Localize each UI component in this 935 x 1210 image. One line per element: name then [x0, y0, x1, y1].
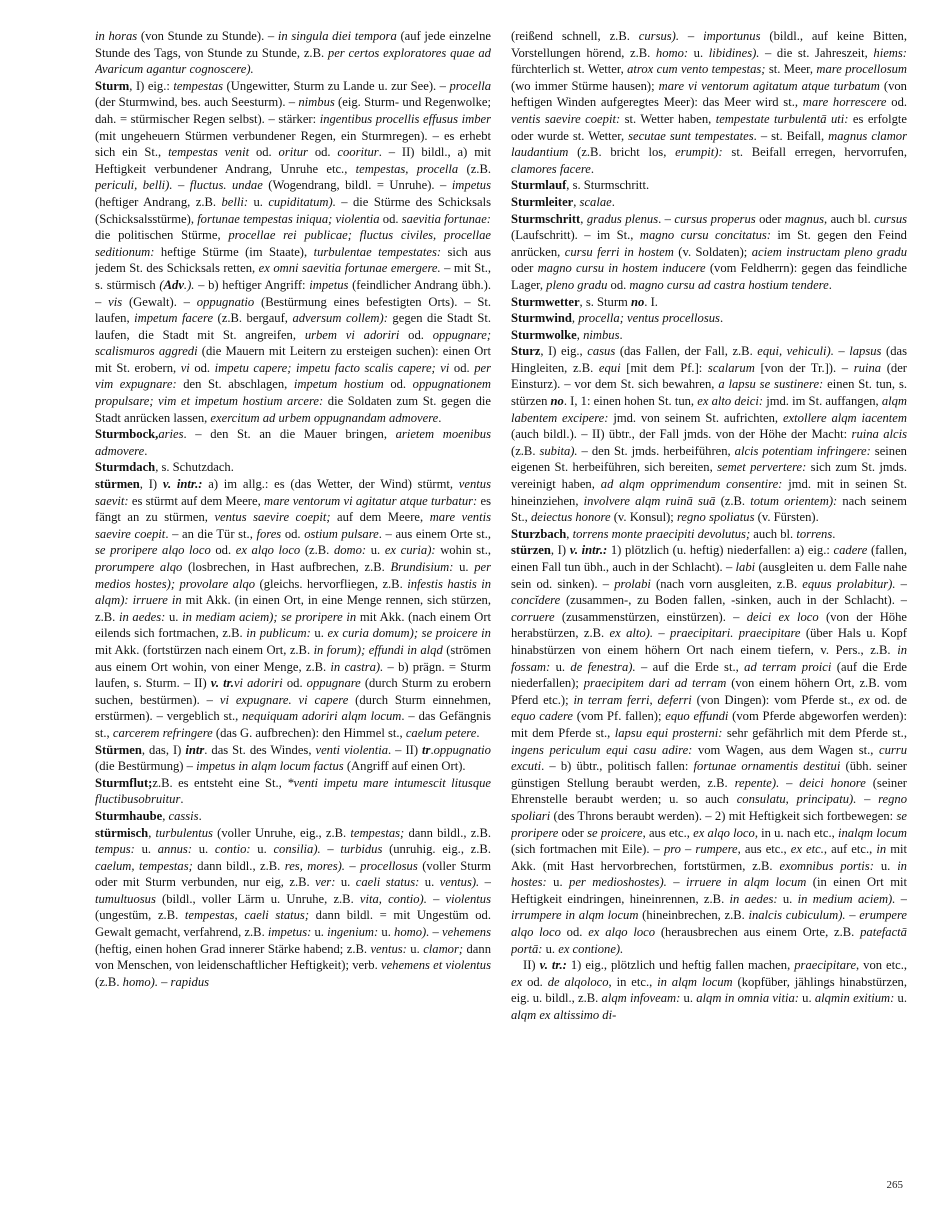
entry-sturm: Sturm, I) eig.: tempestas (Ungewitter, Sturm zu Lande u. zur See). – procella (der Sturmwind, bes. auch Seesturm). – nimbus (eig. Sturm- und Regenwolke; dah. = stürmischer Regen selbst). – stärker: ingentibus procellis effusus imber (mit ungeheuern Stürmen verbundener Regen, ein Sturmregen). – es erhebt sich ein St., tempestas venit od. oritur od. cooritur. – II) bildl., a) mit Heftigkeit verbundener Andrang, Unruhe etc., tempestas, procella (z.B. periculi, belli). – fluctus. undae (Wogendrang, bildl. = Unruhe). – impetus (heftiger Andrang, z.B. belli: u. cupiditatum). – die Stürme des Schicksals (Schicksalsstürme), fortunae tempestas iniqua; violentia od. saevitia fortunae: die politischen Stürme, procellae rei publicae; fluctus civiles, procellae seditionum: heftige Stürme (im Staate), turbulentae tempestates: sich aus jedem St. des Schicksals retten, ex omni saevitia fortunae emergere. – mit St., s. stürmisch (Adv.). – b) heftiger Angriff: impetus (feindlicher Andrang übh.). – vis (Gewalt). – oppugnatio (Bestürmung eines befestigten Orts). – St. laufen, impetum facere (z.B. bergauf, adversum collem): gegen die Stadt St. laufen, die Stadt mit St. angreifen, urbem vi adoriri od. oppugnare; scalismuros aggredi (die Mauern mit Leitern zu ersteigen suchen): einen Ort mit St. erobern, vi od. impetu capere; impetu facto scalis capere; vi od. per vim expugnare: den St. abschlagen, impetum hostium od. oppugnationem propulsare; vim et impetum hostium arcere: die Soldaten zum St. gegen die Stadt anrücken lassen, exercitum ad urbem oppugnandam admovere.: [95, 78, 491, 425]
page-number: 265: [886, 1179, 903, 1191]
right-column: [511, 28, 907, 1188]
entry-sturmlauf: Sturmlauf, s. Sturmschritt.: [511, 178, 650, 193]
entry-sturmdach: Sturmdach, s. Schutzdach.: [95, 460, 234, 475]
entry-sturmhaube: Sturmhaube, cassis.: [95, 808, 202, 823]
entry-sturz: Sturz, I) eig., casus (das Fallen, der Fall, z.B. equi, vehiculi). – lapsus (das Hingleiten, z.B. equi [mit dem Pf.]: scalarum [von der Tr.]). – ruina (der Einsturz). – vor dem St. sich bewahren, a lapsu se sustinere: einen St. tun, s. stürzen no. I, 1: einen hohen St. tun, ex alto deici: jmd. im St. auffangen, alqm labentem excipere: jmd. von seinem St. aufrichten, extollere alqm iacentem (auch bildl.). – II) übtr., der Fall jmds. von der Höhe der Macht: ruina alcis (z.B. subita). – den St. jmds. herbeiführen, alcis potentiam infringere: seinen eigenen St. herbeiführen, sich bereiten, semet pervertere: sich zum St. jmds. vereinigt haben, ad alqm opprimendum consentire: jmd. mit in seinen St. hineinziehen, involvere alqm ruinā suā (z.B. totum orientem): nach seinem St., deiectus honore (v. Konsul); regno spoliatus (v. Fürsten).: [511, 344, 907, 525]
entry-stuerzen: stürzen, I) v. intr.: 1) plötzlich (u. heftig) niederfallen: a) eig.: cadere (fallen, einen Fall tun übh., auch in der Schlacht). – labi (ausgleiten u. dem Falle nahe sein od. sinken). – prolabi (nach vorn ausgleiten, z.B. equus prolabitur). – concĭdere (zusammen-, zu Boden fallen, -sinken, auch in der Schlacht). – corruere (zusammenstürzen, einstürzen). – deici ex loco (von der Höhe herabstürzen, z.B. ex alto). – praecipitari. praecipitare (über Hals u. Kopf hinabstürzen von einem höhern Ort nach einem tiefern, v. Pers., z.B. in fossam: u. de fenestra). – auf die Erde st., ad terram proici (auf die Erde niederfallen); praecipitem dari ad terram (von einem höhern Ort, z.B. vom Pferd etc.); in terram ferri, deferri (von Dingen): vom Pferde st., ex od. de equo cadere (vom Pf. fallen); equo effundi (vom Pferde abgeworfen werden): mit dem Pferde st., lapsu equi prosterni: sehr gefährlich mit dem Pferde st., ingens periculum equi casu adire: vom Wagen, aus dem Wagen st., curru excuti. – b) übtr., politisch fallen: fortunae ornamentis destitui (übh. seiner günstigen Stellung beraubt werden, z.B. repente). – deici honore (seiner Ehrenstelle beraubt werden; u. so auch consulatu, principatu). – regno spoliari (des Throns beraubt werden). – 2) mit Heftigkeit sich fortbewegen: se proripere oder se proicere, aus etc., ex alqo loco, in u. nach etc., inalqm locum (sich fortmachen mit Eile). – pro – rumpere, aus etc., ex etc., auf etc., in mit Akk. (mit Hast hervorbrechen, fortstürmen, z.B. exomnibus portis: u. in hostes: u. per medioshostes). – irruere in alqm locum (in einen Ort mit Heftigkeit eindringen, hineinrennen, z.B. in aedes: u. in medium aciem). – irrumpere in alqm locum (hineinbrechen, z.B. inalcis cubiculum). – erumpere alqo loco od. ex alqo loco (herausbrechen aus einem Orte, z.B. patefactā portā: u. ex contione).: [511, 543, 907, 956]
entry-stuerzen-tr: II) v. tr.: 1) eig., plötzlich und heftig fallen machen, praecipitare, von etc., ex od. de alqoloco, in etc., in alqm locum (kopfüber, jählings hinabstürzen, eig. u. bildl., z.B. alqm infoveam: u. alqm in omnia vitia: u. alqmin exitium: u. alqm ex altissimo di-: [511, 958, 907, 1023]
entry-stuermisch: stürmisch, turbulentus (voller Unruhe, eig., z.B. tempestas; dann bildl., z.B. tempus: u. annus: u. contio: u. consilia). – turbidus (unruhig. eig., z.B. caelum, tempestas; dann bildl., z.B. res, mores). – procellosus (voller Sturm oder mit Sturm verbunden, nur eig, z.B. ver: u. caeli status: u. ventus). – tumultuosus (bildl., voller Lärm u. Unruhe, z.B. vita, contio). – violentus (ungestüm, z.B. tempestas, caeli status; dann bildl. = mit Ungestüm od. Gewalt gemacht, verfahrend, z.B. impetus: u. ingenium: u. homo). – vehemens (heftig, einen hohen Grad innerer Stärke habend; z.B. ventus: u. clamor; dann von Menschen, von leidenschaftlicher Heftigkeit); verb. vehemens et violentus (z.B. homo). – rapidus: [95, 825, 491, 989]
entry-sturmleiter: Sturmleiter, scalae.: [511, 194, 615, 209]
entry-sturmwolke: Sturmwolke, nimbus.: [511, 327, 623, 342]
left-column: [95, 28, 491, 1188]
entry-sturmflut: Sturmflut;z.B. es entsteht eine St., *venti impetu mare intumescit litusque fluctibusobruitur.: [95, 775, 491, 807]
entry-sturmwetter: Sturmwetter, s. Sturm no. I.: [511, 294, 658, 309]
entry-continuation: (reißend schnell, z.B. cursus). – importunus (bildl., auf keine Bitten, Vorstellungen hörend, z.B. homo: u. libidines). – die st. Jahreszeit, hiems: fürchterlich st. Wetter, atrox cum vento tempestas; st. Meer, mare procellosum (wo immer Stürme hausen); mare vi ventorum agitatum atque turbatum (von heftigen Winden aufgeregtes Meer): das Meer wird st., mare horrescere od. ventis saevire coepit: st. Wetter haben, tempestate turbulentā uti: es erfolgte oder wurde st. Wetter, secutae sunt tempestates. – st. Beifall, magnus clamor laudantium (z.B. bricht los, erumpit): st. Beifall erregen, hervorrufen, clamores facere.: [511, 29, 907, 176]
entry-sturmbock: Sturmbock,aries. – den St. an die Mauer bringen, arietem moenibus admovere.: [95, 427, 491, 458]
entry-stuermen-noun: Stürmen, das, I) intr. das St. des Windes, venti violentia. – II) tr.oppugnatio (die Bestürmung) – impetus in alqm locum factus (Angriff auf einen Ort).: [95, 742, 491, 774]
entry-sturzbach: Sturzbach, torrens monte praecipiti devolutus; auch bl. torrens.: [511, 526, 836, 541]
entry-sturmschritt: Sturmschritt, gradus plenus. – cursus properus oder magnus, auch bl. cursus (Laufschritt). – im St., magno cursu concitatus: im St. gegen den Feind anrücken, cursu ferri in hostem (v. Soldaten); aciem instructam pleno gradu oder magno cursu in hostem inducere (vom Feldherrn): gegen das feindliche Lager, pleno gradu od. magno cursu ad castra hostium tendere.: [511, 211, 907, 292]
entry-stuermen: stürmen, I) v. intr.: a) im allg.: es (das Wetter, der Wind) stürmt, ventus saevit: es stürmt auf dem Meere, mare ventorum vi agitatur atque turbatur: es fängt an zu stürmen, ventus saevire coepit; auf dem Meere, mare ventis saevire coepit. – an die Tür st., fores od. ostium pulsare. – aus einem Orte st., se proripere alqo loco od. ex alqo loco (z.B. domo: u. ex curia): wohin st., prorumpere alqo (losbrechen, in Hast aufbrechen, z.B. Brundisium: u. per medios hostes); provolare alqo (gleichs. hervorfliegen, z.B. infestis hastis in alqm): irruere in mit Akk. (in einen Ort, in eine Menge rennen, sich stürzen, z.B. in aedes: u. in mediam aciem); se proripere in mit Akk. (nach einem Ort eilends sich fortmachen, z.B. in publicum: u. ex curia domum); se proicere in mit Akk. (fortstürzen nach einem Ort, z.B. in forum); effundi in alqd (strömen aus einem Ort wohin, von einer Menge, z.B. in castra). – b) prägn. = Sturm laufen, s. Sturm. – II) v. tr.vi adoriri od. oppugnare (durch Sturm zu erobern suchen, bestürmen). – vi expugnare. vi capere (durch Sturm einnehmen, erstürmen). – vergeblich st., nequiquam adoriri alqm locum. – das Gefängnis st., carcerem refringere (das G. aufbrechen): den Himmel st., caelum petere.: [95, 477, 491, 740]
entry-sturmwind: Sturmwind, procella; ventus procellosus.: [511, 311, 724, 326]
entry-continuation: in horas (von Stunde zu Stunde). – in singula diei tempora (auf jede einzelne Stunde des Tags, von Stunde zu Stunde, z.B. per certos exploratores quae ad Avaricum agantur cognoscere).: [95, 29, 491, 77]
